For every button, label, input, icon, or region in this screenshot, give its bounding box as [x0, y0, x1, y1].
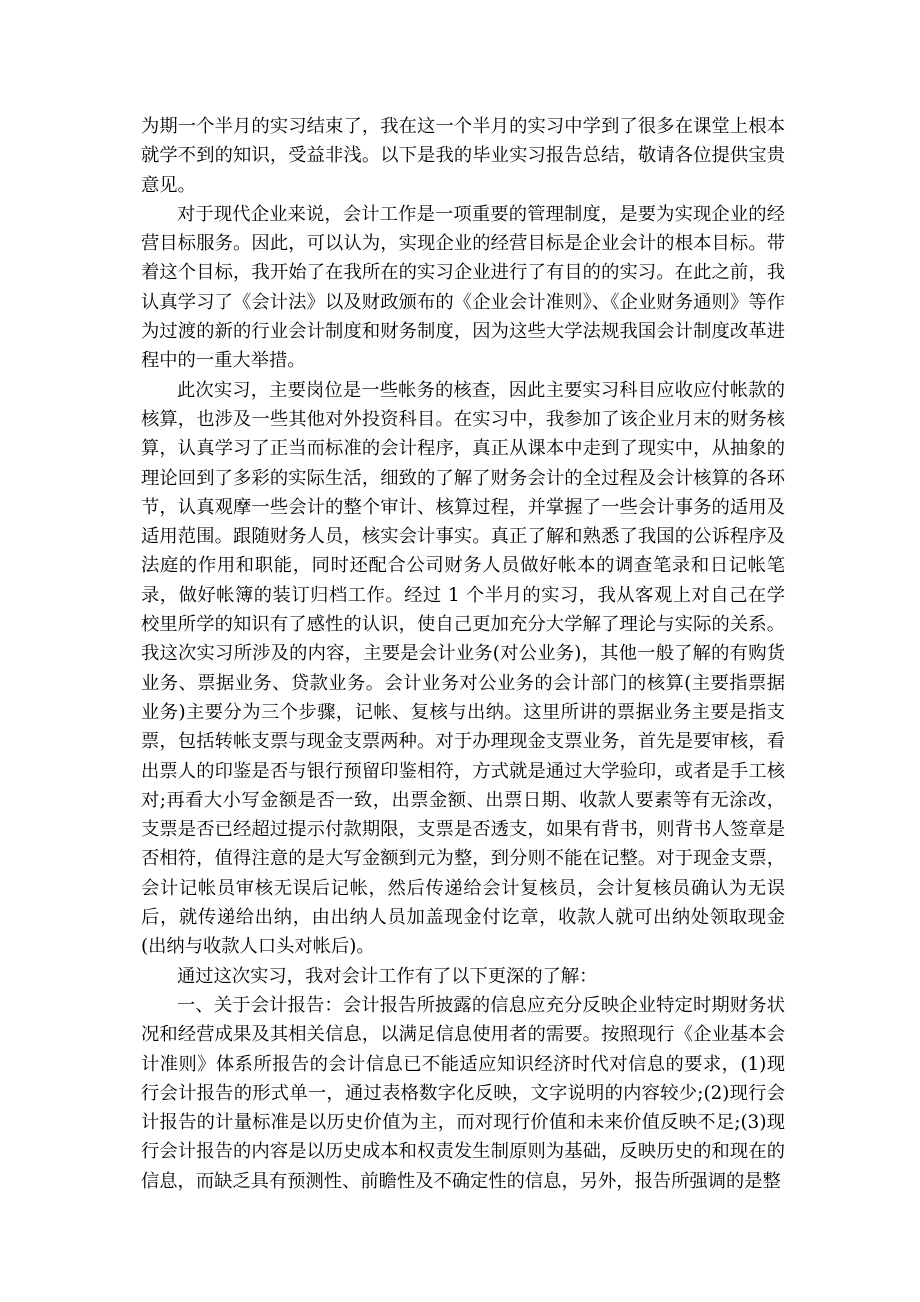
paragraph-accounting-report: 一、关于会计报告：会计报告所披露的信息应充分反映企业特定时期财务状况和经营成果及其相关信息，以满足信息使用者的需要。按照现行《企业基本会计准则》体系所报告的会计信息已不能适应知识经济时代对信息的要求，(1)现行会计报告的形式单一，通过表格数字化反映，文字说明的内容较少;(2)现行会计报告的计量标准是以历史价值为主，而对现行价值和未来价值反映不足;(3)现行会计报告的内容是以历史成本和权责发生制原则为基础，反映历史的和现在的信息，而缺乏具有预测性、前瞻性及不确定性的信息，另外，报告所强调的是整 [141, 994, 785, 1192]
paragraph-accounting-goals: 对于现代企业来说，会计工作是一项重要的管理制度，是要为实现企业的经营目标服务。因此，可以认为，实现企业的经营目标是企业会计的根本目标。带着这个目标，我开始了在我所在的实习企业进行了有目的的实习。在此之前，我认真学习了《会计法》以及财政颁布的《企业会计准则》、《企业财务通则》等作为过渡的新的行业会计制度和财务制度，因为这些大学法规我国会计制度改革进程中的一重大举措。 [141, 203, 785, 372]
paragraph-understanding-intro: 通过这次实习，我对会计工作有了以下更深的了解： [177, 965, 598, 987]
paragraph-intro: 为期一个半月的实习结束了，我在这一个半月的实习中学到了很多在课堂上根本就学不到的知识，受益非浅。以下是我的毕业实习报告总结，敬请各位提供宝贵意见。 [141, 116, 785, 196]
paragraph-internship-details: 此次实习，主要岗位是一些帐务的核查，因此主要实习科目应收应付帐款的核算，也涉及一些其他对外投资科目。在实习中，我参加了该企业月末的财务核算，认真学习了正当而标准的会计程序，真正从课本中走到了现实中，从抽象的理论回到了多彩的实际生活，细致的了解了财务会计的全过程及会计核算的各环节，认真观摩一些会计的整个审计、核算过程，并掌握了一些会计事务的适用及适用范围。跟随财务人员，核实会计事实。真正了解和熟悉了我国的公诉程序及法庭的作用和职能，同时还配合公司财务人员做好帐本的调查笔录和日记帐笔录，做好帐簿的装订归档工作。经过 1 个半月的实习，我从客观上对自己在学校里所学的知识有了感性的认识，使自己更加充分大学解了理论与实际的关系。我这次实习所涉及的内容，主要是会计业务(对公业务)，其他一般了解的有购货业务、票据业务、贷款业务。会计业务对公业务的会计部门的核算(主要指票据业务)主要分为三个步骤，记帐、复核与出纳。这里所讲的票据业务主要是指支票，包括转帐支票与现金支票两种。对于办理现金支票业务，首先是要审核，看出票人的印鉴是否与银行预留印鉴相符，方式就是通过大学验印，或者是手工核对;再看大小写金额是否一致，出票金额、出票日期、收款人要素等有无涂改，支票是否已经超过提示付款期限，支票是否透支，如果有背书，则背书人签章是否相符，值得注意的是大写金额到元为整，到分则不能在记整。对于现金支票，会计记帐员审核无误后记帐，然后传递给会计复核员，会计复核员确认为无误后，就传递给出纳，由出纳人员加盖现金付讫章，收款人就可出纳处领取现金(出纳与收款人口头对帐后)。 [141, 379, 785, 958]
document-page [141, 112, 785, 1196]
